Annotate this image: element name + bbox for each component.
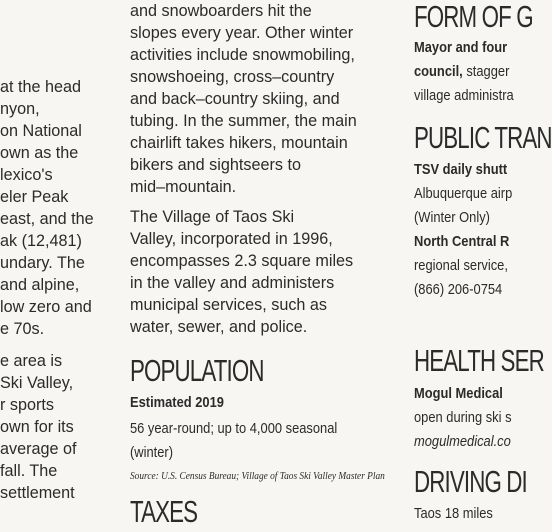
text-line: water, sewer, and police. xyxy=(130,318,308,336)
info-line xyxy=(414,60,514,84)
info-line: (866) 206-0754 xyxy=(414,281,503,298)
info-line-rest: stagger xyxy=(462,63,510,80)
text-line: fall. The xyxy=(0,462,58,480)
text-line: The Village of Taos Ski xyxy=(130,208,295,226)
text-line: in the valley and administers xyxy=(130,274,335,292)
info-line: open during ski s xyxy=(414,409,512,426)
text-line: municipal services, such as xyxy=(130,296,328,314)
middle-paragraph-1 xyxy=(130,0,357,198)
info-line: TSV daily shutt xyxy=(414,161,508,178)
text-line: activities include snowmobiling, xyxy=(130,46,355,64)
text-line: own for its xyxy=(0,418,74,436)
text-line: slopes every year. Other winter xyxy=(130,24,354,42)
form-of-government-heading: FORM OF G xyxy=(414,0,533,34)
taxes-heading: TAXES xyxy=(130,494,198,529)
info-line: Taos 18 miles xyxy=(414,505,493,522)
info-line-bold: council, xyxy=(414,63,463,80)
text-line: nyon, xyxy=(0,100,40,118)
text-line: east, and the xyxy=(0,210,94,228)
text-line: r sports xyxy=(0,396,54,414)
info-line: Mogul Medical xyxy=(414,385,503,402)
health-services-section xyxy=(414,382,527,454)
text-line: bikers and sightseers to xyxy=(130,156,301,174)
info-line: village administra xyxy=(414,87,514,104)
info-line: regional service, xyxy=(414,257,508,274)
text-line: e area is xyxy=(0,352,63,370)
public-transit-section xyxy=(414,158,528,302)
text-line: e 70s. xyxy=(0,320,45,338)
middle-paragraph-2 xyxy=(130,206,353,338)
info-line: (Winter Only) xyxy=(414,209,490,226)
population-line: 56 year-round; up to 4,000 seasonal xyxy=(130,420,338,437)
text-line: settlement xyxy=(0,484,75,502)
population-line: (winter) xyxy=(130,444,174,461)
text-line: eler Peak xyxy=(0,188,69,206)
left-text-column xyxy=(0,0,108,512)
text-line: ak (12,481) xyxy=(0,232,82,250)
middle-text-column xyxy=(130,0,392,529)
population-source: Source: U.S. Census Bureau; Village of Taos Ski Valley Master Plan xyxy=(130,470,385,482)
text-line: tubing. In the summer, the main xyxy=(130,112,357,130)
text-line: and snowboarders hit the xyxy=(130,2,312,20)
info-line: North Central R xyxy=(414,233,510,250)
info-line: Mayor and four xyxy=(414,39,508,56)
text-line: undary. The xyxy=(0,254,85,272)
text-line: encompasses 2.3 square miles xyxy=(130,252,354,270)
driving-distances-heading: DRIVING DI xyxy=(414,464,527,499)
left-paragraph-2 xyxy=(0,350,77,504)
website-link[interactable]: mogulmedical.co xyxy=(414,433,511,450)
text-line: chairlift takes hikers, mountain xyxy=(130,134,348,152)
text-line: own as the xyxy=(0,144,79,162)
text-line: mid–mountain. xyxy=(130,178,237,196)
population-section xyxy=(130,351,430,483)
text-line: snowshoeing, cross–country xyxy=(130,68,335,86)
right-info-column xyxy=(414,0,552,522)
text-line: on National xyxy=(0,122,82,140)
text-line: average of xyxy=(0,440,77,458)
public-transit-heading: PUBLIC TRAN xyxy=(414,120,552,155)
text-line: and alpine, xyxy=(0,276,80,294)
text-line: and back–country skiing, and xyxy=(130,90,340,108)
left-paragraph-1 xyxy=(0,76,94,340)
text-line: low zero and xyxy=(0,298,92,316)
text-line: at the head xyxy=(0,78,82,96)
info-line: Albuquerque airp xyxy=(414,185,513,202)
population-subheading: Estimated 2019 xyxy=(130,394,224,411)
form-of-government-section xyxy=(414,36,530,108)
health-services-heading: HEALTH SER xyxy=(414,343,544,378)
population-heading: POPULATION xyxy=(130,353,264,388)
text-line: Ski Valley, xyxy=(0,374,74,392)
text-line: lexico's xyxy=(0,166,53,184)
text-line: Valley, incorporated in 1996, xyxy=(130,230,333,248)
